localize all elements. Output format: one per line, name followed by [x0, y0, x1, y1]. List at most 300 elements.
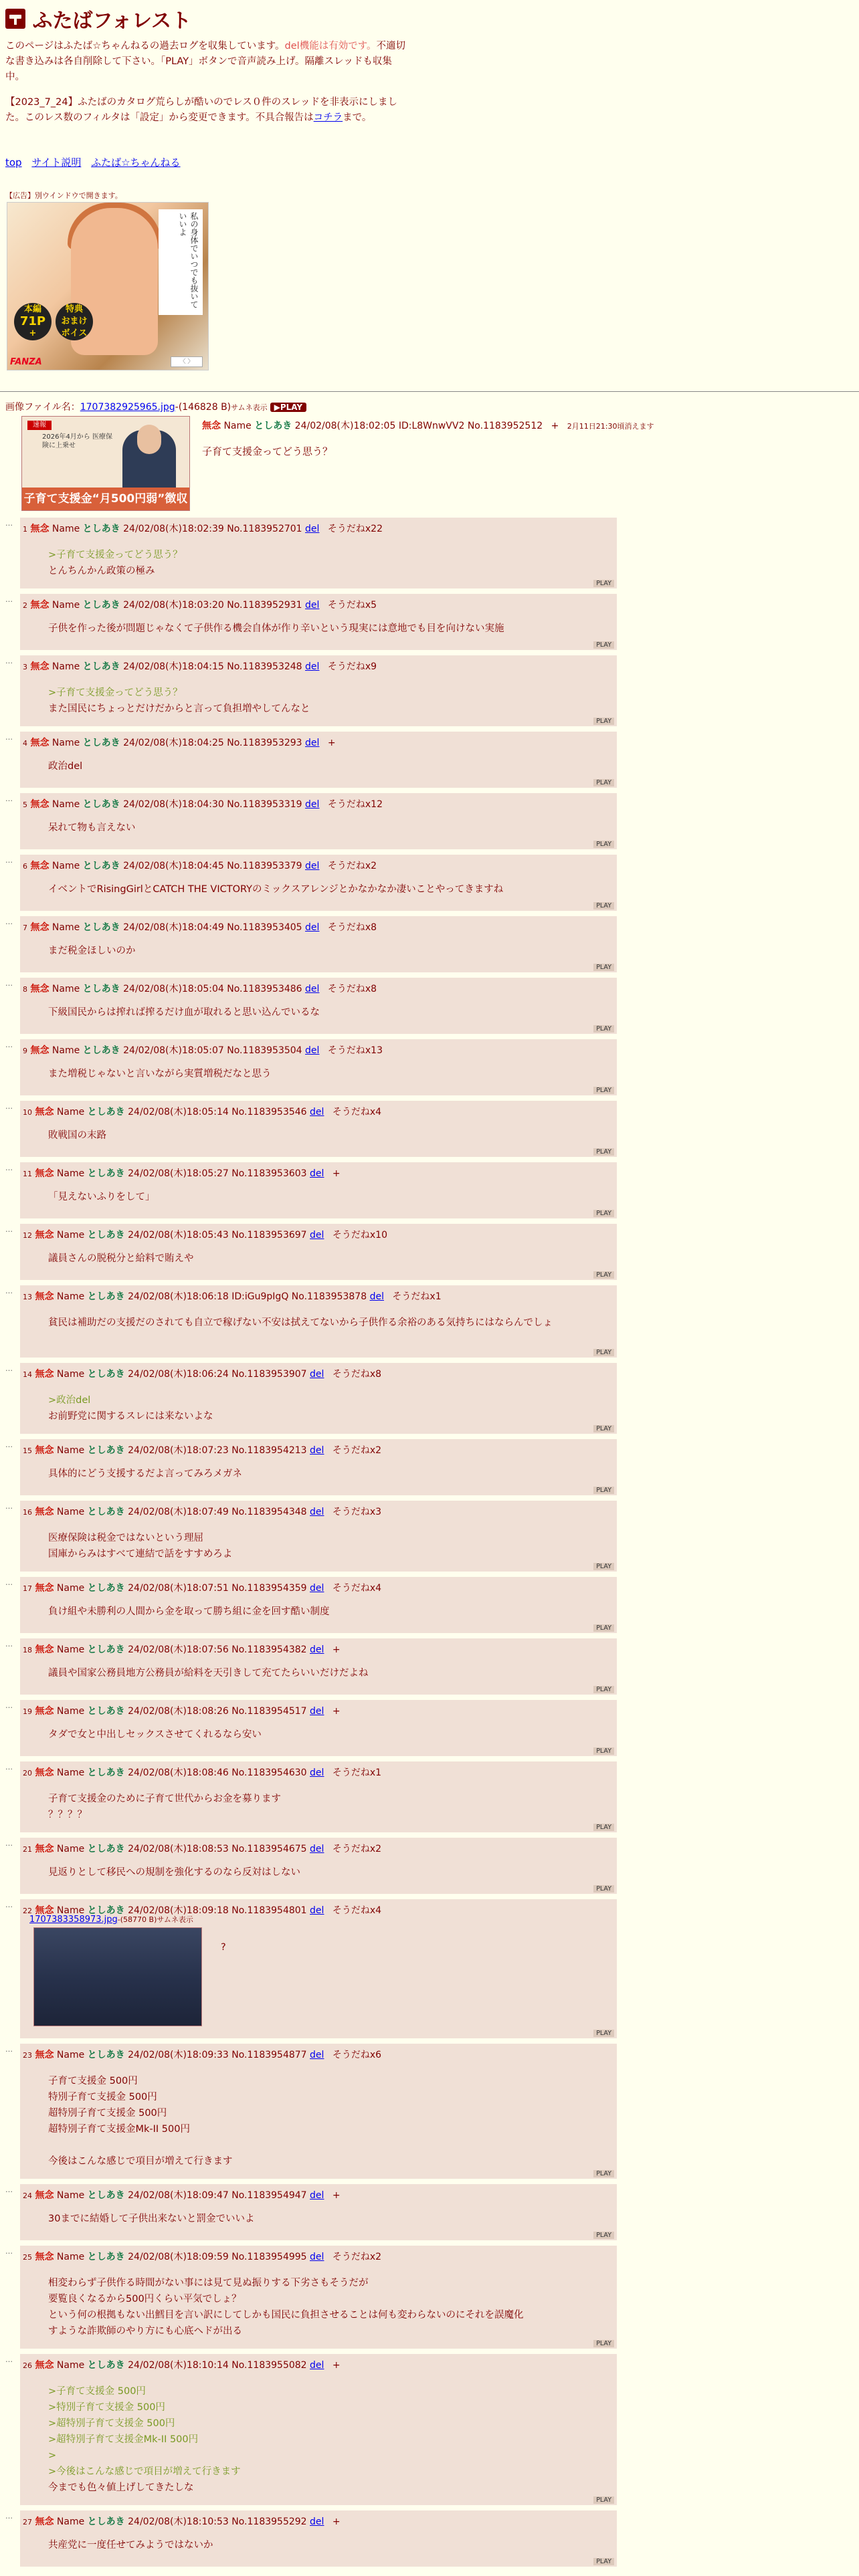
reply-number: 19: [23, 1707, 32, 1716]
reply-post: [20, 518, 617, 588]
reply-text-line: すような詐欺師のやり方にも心底ヘドが出る: [48, 2326, 242, 2337]
reply-play-button[interactable]: PLAY: [593, 580, 614, 587]
reply-del-link[interactable]: del: [310, 1168, 324, 1179]
reply-name-label: Name: [52, 922, 80, 933]
reply-header: [23, 2514, 341, 2528]
reply-number: 18: [23, 1646, 32, 1654]
reply-thumbnail[interactable]: [33, 1927, 202, 2026]
reply-del-link[interactable]: del: [369, 1291, 384, 1302]
reply-text-line: 負け組や未勝利の人間から金を取って勝ち組に金を回す酷い制度: [48, 1606, 330, 1617]
reply-subject: 無念: [35, 1168, 54, 1179]
reply-post: [20, 1501, 617, 1572]
reply-name-label: Name: [56, 2360, 85, 2371]
reply-name-label: Name: [56, 1905, 85, 1916]
reply-del-link[interactable]: del: [310, 1369, 324, 1380]
reply-sodane-button[interactable]: そうだねx3: [332, 1507, 382, 1517]
reply-number: 9: [23, 1047, 27, 1055]
reply-number: 5: [23, 800, 27, 809]
reply-subject: 無念: [35, 2190, 54, 2201]
reply-text-line: また増税じゃないと言いながら実質増税だなと思う: [48, 1069, 272, 1079]
reply-no: No.1183954213: [231, 1445, 307, 1456]
nav-about-link[interactable]: サイト説明: [31, 156, 82, 169]
reply-thumb-toggle[interactable]: サムネ表示: [157, 1915, 193, 1924]
reply-play-button[interactable]: PLAY: [593, 1747, 614, 1755]
reply-text-line: お前野党に関するスレには来ないよな: [48, 1411, 213, 1422]
reply-marker: …: [5, 794, 13, 803]
reply-play-button[interactable]: PLAY: [593, 1824, 614, 1831]
reply-name-label: Name: [56, 1507, 85, 1517]
reply-header: [23, 1581, 381, 1594]
reply-name-label: Name: [52, 799, 80, 810]
reply-del-link[interactable]: del: [310, 1844, 324, 1854]
reply-header: [23, 1228, 387, 1241]
reply-play-button[interactable]: PLAY: [593, 1686, 614, 1693]
reply-sodane-button[interactable]: そうだねx12: [327, 799, 383, 810]
reply-subject: 無念: [35, 1369, 54, 1380]
reply-del-link[interactable]: del: [310, 1507, 324, 1517]
reply-no: No.1183954675: [231, 1844, 307, 1854]
reply-sodane-button[interactable]: +: [332, 2360, 341, 2371]
reply-subject: 無念: [30, 524, 50, 534]
reply-subject: 無念: [35, 2252, 54, 2262]
reply-play-button[interactable]: PLAY: [593, 1425, 614, 1432]
reply-number: 15: [23, 1446, 32, 1455]
reply-sodane-button[interactable]: +: [332, 1168, 341, 1179]
reply-name-label: Name: [56, 2050, 85, 2060]
reply-sodane-button[interactable]: そうだねx1: [392, 1291, 442, 1302]
reply-name: としあき: [87, 2360, 125, 2371]
reply-name: としあき: [87, 1583, 125, 1594]
reply-header: [23, 797, 383, 811]
op-sodane-button[interactable]: +: [551, 421, 559, 431]
reply-id: ID:iGu9pIgQ: [231, 1291, 289, 1302]
reply-number: 7: [23, 924, 27, 932]
reply-name-label: Name: [56, 2252, 85, 2262]
reply-name: としあき: [82, 524, 120, 534]
reply-post: [20, 1838, 617, 1894]
reply-datetime: 24/02/08(木)18:04:25: [123, 738, 224, 748]
reply-number: 16: [23, 1508, 32, 1517]
reply-subject: 無念: [35, 1291, 54, 1302]
reply-datetime: 24/02/08(木)18:03:20: [123, 600, 224, 611]
reply-play-button[interactable]: PLAY: [593, 1487, 614, 1494]
reply-del-link[interactable]: del: [305, 861, 320, 871]
reply-del-link[interactable]: del: [305, 922, 320, 933]
reply-play-button[interactable]: PLAY: [593, 2170, 614, 2177]
reply-del-link[interactable]: del: [305, 799, 320, 810]
reply-datetime: 24/02/08(木)18:04:30: [123, 799, 224, 810]
reply-sodane-button[interactable]: そうだねx6: [332, 2050, 382, 2060]
reply-datetime: 24/02/08(木)18:02:39: [123, 524, 224, 534]
reply-del-link[interactable]: del: [305, 984, 320, 994]
op-file-line: 画像ファイル名：1707382925965.jpg-(146828 B)サムネ表示 ▶PLAY: [5, 400, 306, 413]
reply-name-label: Name: [56, 1644, 85, 1655]
reply-sodane-button[interactable]: そうだねx2: [327, 861, 377, 871]
reply-play-button[interactable]: PLAY: [593, 2232, 614, 2239]
reply-post: [20, 1285, 617, 1358]
reply-subject: 無念: [30, 861, 50, 871]
reply-name-label: Name: [56, 1168, 85, 1179]
reply-marker: …: [5, 1839, 13, 1848]
reply-sodane-button[interactable]: そうだねx2: [332, 1445, 382, 1456]
reply-sodane-button[interactable]: そうだねx10: [332, 1230, 387, 1241]
reply-text-line: 要覧良くなるから500円くらい平気でしょ？: [48, 2294, 242, 2304]
reply-play-button[interactable]: PLAY: [593, 2496, 614, 2504]
reply-text-line: 超特別子育て支援金Mk-II 500円: [48, 2124, 190, 2135]
ad-badge-pages: 本編 71P +: [14, 303, 52, 340]
reply-name-label: Name: [56, 1844, 85, 1854]
reply-no: No.1183954947: [231, 2190, 307, 2201]
reply-no: No.1183953319: [227, 799, 302, 810]
reply-text-line: 今までも色々値上げしてきたしな: [48, 2482, 194, 2493]
reply-number: 22: [23, 1907, 32, 1915]
reply-post: [20, 1899, 617, 2038]
reply-name: としあき: [87, 1107, 125, 1117]
reply-number: 3: [23, 663, 27, 671]
reply-sodane-button[interactable]: +: [332, 2516, 341, 2527]
reply-marker: …: [5, 1640, 13, 1648]
reply-sodane-button[interactable]: そうだねx4: [332, 1905, 382, 1916]
reply-name-label: Name: [56, 1706, 85, 1717]
reply-sodane-button[interactable]: そうだねx1: [332, 1767, 382, 1778]
reply-text-line: まだ税金ほしいのか: [48, 946, 136, 956]
reply-play-button[interactable]: PLAY: [593, 841, 614, 848]
reply-datetime: 24/02/08(木)18:09:47: [128, 2190, 229, 2201]
reply-marker: …: [5, 1102, 13, 1111]
reply-del-link[interactable]: del: [310, 1767, 324, 1778]
reply-text-line: 特別子育て支援金 500円: [48, 2092, 157, 2103]
reply-post: [20, 1577, 617, 1633]
reply-play-button[interactable]: PLAY: [593, 902, 614, 909]
reply-sodane-button[interactable]: そうだねx13: [327, 1045, 383, 1056]
ad-brand-logo: FANZA: [10, 357, 42, 367]
reply-play-button[interactable]: PLAY: [593, 2340, 614, 2347]
reply-name: としあき: [87, 1445, 125, 1456]
reply-no: No.1183954359: [231, 1583, 307, 1594]
reply-name: としあき: [82, 1045, 120, 1056]
reply-subject: 無念: [35, 1905, 54, 1916]
reply-marker: …: [5, 1763, 13, 1772]
reply-sodane-button[interactable]: +: [327, 738, 336, 748]
reply-quote-line: >今後はこんな感じで項目が増えて行きます: [48, 2466, 241, 2477]
reply-no: No.1183955082: [231, 2360, 307, 2371]
reply-marker: …: [5, 1578, 13, 1587]
reply-header: [23, 920, 377, 934]
reply-marker: …: [5, 2247, 13, 2256]
reply-post: [20, 916, 617, 972]
reply-name: としあき: [82, 799, 120, 810]
reply-name: としあき: [82, 861, 120, 871]
reply-datetime: 24/02/08(木)18:09:33: [128, 2050, 229, 2060]
reply-quote-line: >子育て支援金 500円: [48, 2386, 146, 2397]
reply-name-label: Name: [56, 1583, 85, 1594]
reply-post: [20, 2184, 617, 2240]
reply-marker: …: [5, 856, 13, 865]
reply-sodane-button[interactable]: そうだねx4: [332, 1583, 382, 1594]
reply-post: [20, 1439, 617, 1495]
forest-logo-icon[interactable]: [5, 9, 25, 29]
reply-marker: …: [5, 1364, 13, 1373]
reply-name-label: Name: [52, 661, 80, 672]
reply-name-label: Name: [52, 1045, 80, 1056]
reply-play-button[interactable]: PLAY: [593, 964, 614, 971]
reply-datetime: 24/02/08(木)18:04:15: [123, 661, 224, 672]
reply-subject: 無念: [35, 1644, 54, 1655]
reply-number: 1: [23, 525, 27, 534]
reply-number: 25: [23, 2253, 32, 2262]
reply-number: 8: [23, 985, 27, 994]
reply-play-button[interactable]: PLAY: [593, 1885, 614, 1893]
reply-del-link[interactable]: del: [310, 2360, 324, 2371]
reply-number: 26: [23, 2361, 32, 2370]
reply-post: [20, 1363, 617, 1434]
reply-post: [20, 978, 617, 1034]
reply-name: としあき: [87, 1644, 125, 1655]
reply-play-button[interactable]: PLAY: [593, 1025, 614, 1033]
reply-header: [23, 1765, 381, 1779]
reply-play-button[interactable]: PLAY: [593, 1624, 614, 1632]
reply-number: 21: [23, 1845, 32, 1854]
reply-datetime: 24/02/08(木)18:07:51: [128, 1583, 229, 1594]
reply-datetime: 24/02/08(木)18:04:45: [123, 861, 224, 871]
reply-post: [20, 1162, 617, 1218]
reply-text-line: 見返りとして移民への規制を強化するのなら反対はしない: [48, 1867, 300, 1878]
site-header: [5, 4, 191, 33]
reply-name: としあき: [87, 1844, 125, 1854]
reply-name: としあき: [82, 738, 120, 748]
reply-play-button[interactable]: PLAY: [593, 1087, 614, 1094]
reply-play-button[interactable]: PLAY: [593, 1563, 614, 1570]
reply-sodane-button[interactable]: そうだねx22: [327, 524, 383, 534]
ad-banner[interactable]: [7, 202, 209, 370]
reply-del-link[interactable]: del: [305, 524, 320, 534]
reply-header: [23, 1642, 341, 1656]
reply-datetime: 24/02/08(木)18:06:18: [128, 1291, 229, 1302]
reply-post: [20, 1761, 617, 1832]
reply-sodane-button[interactable]: そうだねx2: [332, 1844, 382, 1854]
reply-no: No.1183953907: [231, 1369, 307, 1380]
reply-no: No.1183953504: [227, 1045, 302, 1056]
reply-datetime: 24/02/08(木)18:08:53: [128, 1844, 229, 1854]
reply-number: 12: [23, 1231, 32, 1240]
reply-number: 11: [23, 1170, 32, 1178]
reply-no: No.1183953486: [227, 984, 302, 994]
reply-name-label: Name: [56, 1291, 85, 1302]
reply-name-label: Name: [56, 1107, 85, 1117]
reply-number: 24: [23, 2191, 32, 2200]
reply-datetime: 24/02/08(木)18:09:18: [128, 1905, 229, 1916]
op-expire: 2月11日21:30頃消えます: [567, 422, 654, 431]
reply-header: [23, 659, 377, 673]
reply-header: [23, 736, 336, 749]
reply-del-link[interactable]: del: [305, 738, 320, 748]
ad-nav-button[interactable]: 〈 〉: [171, 356, 203, 367]
reply-play-button[interactable]: PLAY: [593, 1349, 614, 1356]
reply-datetime: 24/02/08(木)18:10:53: [128, 2516, 229, 2527]
reply-play-button[interactable]: PLAY: [593, 2558, 614, 2565]
reply-sodane-button[interactable]: そうだねx2: [332, 2252, 382, 2262]
reply-name-label: Name: [56, 1767, 85, 1778]
reply-name: としあき: [87, 2252, 125, 2262]
op-thumbnail[interactable]: 速報 2026年4月から 医療保険に上乗せ 子育て支援金“月500円弱”徴収: [21, 416, 190, 511]
reply-text-line: ?: [221, 1942, 226, 1953]
reply-del-link[interactable]: del: [310, 2516, 324, 2527]
reply-datetime: 24/02/08(木)18:06:24: [128, 1369, 229, 1380]
reply-text-line: 呆れて物も言えない: [48, 823, 136, 833]
reply-name-label: Name: [52, 524, 80, 534]
reply-name: としあき: [87, 1767, 125, 1778]
reply-play-button[interactable]: PLAY: [593, 1271, 614, 1279]
site-title: ふたばフォレスト: [32, 9, 192, 33]
reply-post: [20, 1224, 617, 1280]
reply-subject: 無念: [30, 799, 50, 810]
reply-post: [20, 2510, 617, 2567]
reply-marker: …: [5, 1225, 13, 1234]
thumb-toggle[interactable]: サムネ表示: [231, 403, 268, 412]
reply-quote-line: >子育て支援金ってどう思う？: [48, 687, 183, 698]
reply-file-link[interactable]: 1707383358973.jpg: [29, 1915, 118, 1925]
reply-text-line: 今後はこんな感じで項目が増えて行きます: [48, 2156, 233, 2167]
reply-del-link[interactable]: del: [310, 1107, 324, 1117]
reply-no: No.1183954801: [231, 1905, 307, 1916]
reply-name: としあき: [87, 1706, 125, 1717]
reply-header: [23, 2250, 381, 2263]
reply-quote-line: >超特別子育て支援金 500円: [48, 2418, 175, 2429]
ad-badge-voice: 特典 おまけ ボイス: [56, 303, 93, 340]
reply-datetime: 24/02/08(木)18:05:43: [128, 1230, 229, 1241]
reply-datetime: 24/02/08(木)18:08:46: [128, 1767, 229, 1778]
reply-del-link[interactable]: del: [310, 1445, 324, 1456]
reply-del-link[interactable]: del: [310, 1905, 324, 1916]
reply-del-link[interactable]: del: [310, 1230, 324, 1241]
reply-number: 23: [23, 2051, 32, 2060]
reply-del-link[interactable]: del: [310, 2050, 324, 2060]
reply-number: 2: [23, 601, 27, 610]
reply-del-link[interactable]: del: [310, 2252, 324, 2262]
reply-name-label: Name: [52, 861, 80, 871]
reply-no: No.1183953546: [231, 1107, 307, 1117]
reply-no: No.1183954995: [231, 2252, 307, 2262]
intro-paragraph-2: 【2023_7_24】ふたばのカタログ荒らしが酷いのでレス０件のスレッドを非表示にしました。このレス数のフィルタは「設定」から変更できます。不具合報告はコチラまで。: [5, 97, 397, 123]
reply-marker: …: [5, 1287, 13, 1295]
reply-text-line: 政治del: [48, 761, 83, 772]
reply-post: [20, 2246, 617, 2349]
reply-sodane-button[interactable]: +: [332, 1644, 341, 1655]
reply-name-label: Name: [56, 2190, 85, 2201]
reply-no: No.1183953293: [227, 738, 302, 748]
reply-no: No.1183953379: [227, 861, 302, 871]
reply-marker: …: [5, 979, 13, 988]
reply-marker: …: [5, 1164, 13, 1172]
reply-marker: …: [5, 657, 13, 665]
nav-futaba-link[interactable]: ふたば☆ちゃんねる: [91, 156, 181, 169]
reply-datetime: 24/02/08(木)18:05:07: [123, 1045, 224, 1056]
reply-header: [23, 1505, 381, 1518]
reply-text-line: 超特別子育て支援金 500円: [48, 2108, 167, 2119]
reply-del-link[interactable]: del: [310, 1706, 324, 1717]
reply-number: 4: [23, 739, 27, 748]
reply-header: [23, 2048, 381, 2061]
reply-text-line: 子育て支援金のために子育て世代からお金を募ります: [48, 1794, 281, 1804]
reply-sodane-button[interactable]: +: [332, 2190, 341, 2201]
op-file-link[interactable]: 1707382925965.jpg: [80, 402, 175, 413]
reply-header: [23, 982, 377, 995]
reply-play-button[interactable]: PLAY: [593, 2030, 614, 2037]
reply-file-line: [29, 1914, 193, 1925]
reply-sodane-button[interactable]: そうだねx9: [327, 661, 377, 672]
reply-play-button[interactable]: PLAY: [593, 779, 614, 786]
reply-post: [20, 2044, 617, 2179]
reply-del-link[interactable]: del: [305, 1045, 320, 1056]
reply-play-button[interactable]: PLAY: [593, 718, 614, 725]
reply-name: としあき: [82, 661, 120, 672]
reply-name-label: Name: [56, 1445, 85, 1456]
reply-name: としあき: [87, 1168, 125, 1179]
reply-sodane-button[interactable]: そうだねx8: [327, 922, 377, 933]
reply-subject: 無念: [35, 1706, 54, 1717]
op-header: 無念 Name としあき 24/02/08(木)18:02:05 ID:L8WnwVV2 No.1183952512 + 2月11日21:30頃消えます: [202, 421, 654, 431]
reply-number: 17: [23, 1584, 32, 1593]
reply-text-line: 敗戦国の末路: [48, 1130, 106, 1141]
op-play-button[interactable]: ▶PLAY: [270, 403, 307, 412]
reply-del-link[interactable]: del: [305, 600, 320, 611]
reply-del-link[interactable]: del: [305, 661, 320, 672]
reply-datetime: 24/02/08(木)18:07:56: [128, 1644, 229, 1655]
nav-top-link[interactable]: top: [5, 156, 22, 169]
reply-subject: 無念: [35, 1583, 54, 1594]
reply-play-button[interactable]: PLAY: [593, 641, 614, 649]
reply-no: No.1183953248: [227, 661, 302, 672]
reply-number: 10: [23, 1108, 32, 1117]
reply-del-link[interactable]: del: [310, 1644, 324, 1655]
reply-name: としあき: [82, 922, 120, 933]
reply-text-line: 議員さんの脱税分と給料で賄えや: [48, 1253, 194, 1264]
reply-sodane-button[interactable]: +: [332, 1706, 341, 1717]
reply-name-label: Name: [52, 600, 80, 611]
reply-no: No.1183952931: [227, 600, 302, 611]
reply-header: [23, 1443, 381, 1457]
reply-play-button[interactable]: PLAY: [593, 1148, 614, 1156]
reply-header: [23, 1704, 341, 1717]
reply-subject: 無念: [30, 922, 50, 933]
reply-sodane-button[interactable]: そうだねx8: [332, 1369, 382, 1380]
reply-header: [23, 1289, 442, 1303]
reply-name: としあき: [87, 2050, 125, 2060]
reply-subject: 無念: [35, 2050, 54, 2060]
reply-sodane-button[interactable]: そうだねx4: [332, 1107, 382, 1117]
reply-name-label: Name: [56, 1230, 85, 1241]
reply-play-button[interactable]: PLAY: [593, 1210, 614, 1217]
reply-no: No.1183952701: [227, 524, 302, 534]
reply-text-line: ？？？？: [48, 1810, 87, 1820]
reply-sodane-button[interactable]: そうだねx5: [327, 600, 377, 611]
reply-no: No.1183954382: [231, 1644, 307, 1655]
reply-marker: …: [5, 519, 13, 528]
bug-report-link[interactable]: コチラ: [313, 112, 343, 123]
reply-number: 20: [23, 1769, 32, 1778]
reply-sodane-button[interactable]: そうだねx8: [327, 984, 377, 994]
reply-post: [20, 732, 617, 788]
reply-marker: …: [5, 1440, 13, 1449]
reply-marker: …: [5, 2355, 13, 2364]
reply-no: No.1183953405: [227, 922, 302, 933]
reply-quote-line: >政治del: [48, 1395, 91, 1406]
reply-del-link[interactable]: del: [310, 2190, 324, 2201]
divider: [0, 391, 859, 392]
reply-del-link[interactable]: del: [310, 1583, 324, 1594]
reply-text-line: 子育て支援金 500円: [48, 2076, 138, 2086]
reply-name: としあき: [87, 1230, 125, 1241]
